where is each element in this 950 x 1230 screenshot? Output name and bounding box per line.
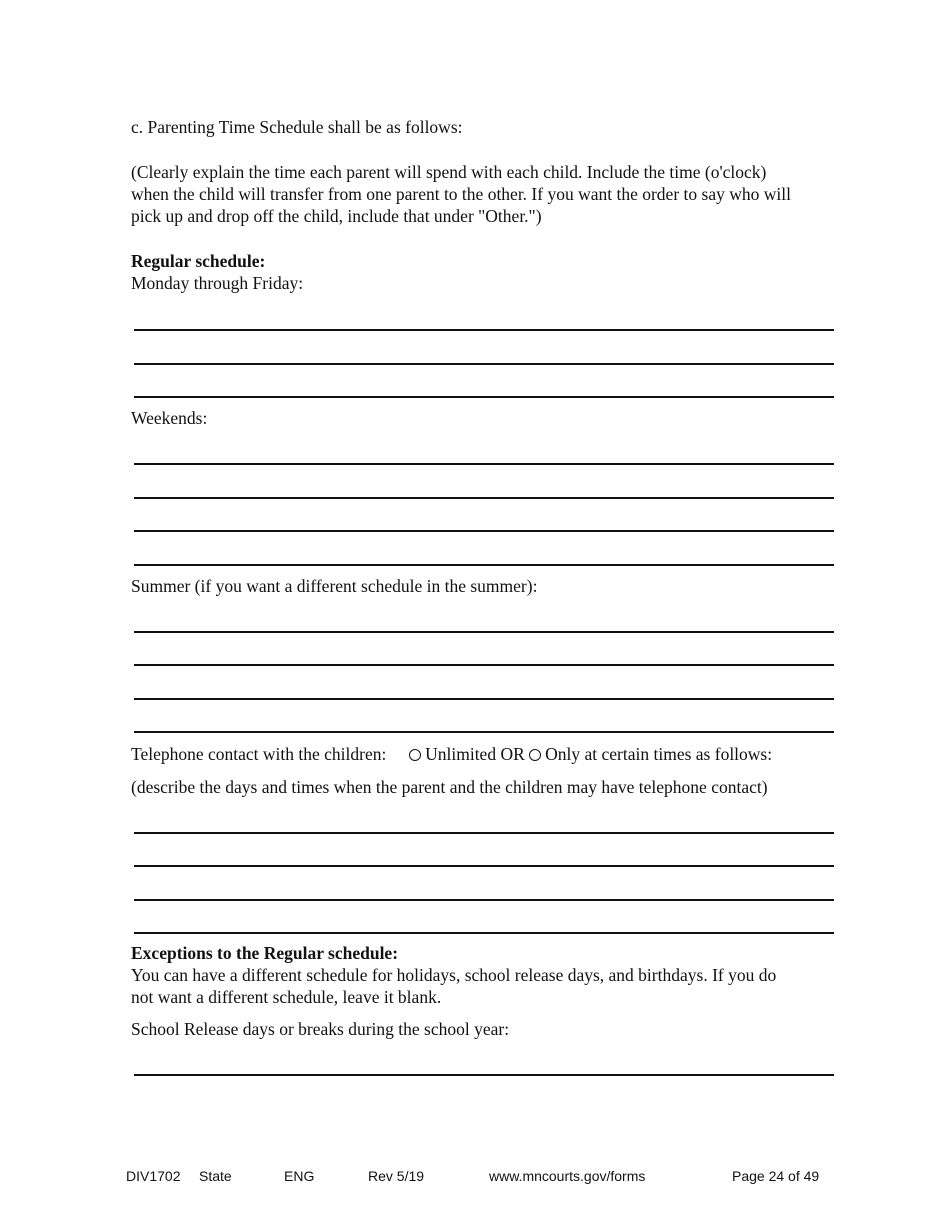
school-release-label: School Release days or breaks during the school year: — [131, 1019, 510, 1039]
footer-url[interactable]: www.mncourts.gov/forms — [489, 1168, 646, 1184]
weekends-line-2[interactable] — [134, 497, 834, 499]
weekdays-label: Monday through Friday: — [131, 273, 304, 293]
summer-line-1[interactable] — [134, 631, 834, 633]
exceptions-heading: Exceptions to the Regular schedule: — [131, 943, 399, 963]
telephone-line-3[interactable] — [134, 899, 834, 901]
weekends-label: Weekends: — [131, 408, 208, 428]
weekdays-line-1[interactable] — [134, 329, 834, 331]
weekends-line-4[interactable] — [134, 564, 834, 566]
radio-unlimited[interactable] — [409, 749, 421, 761]
telephone-certain-times-option[interactable] — [529, 743, 772, 765]
telephone-label: Telephone contact with the children: — [131, 744, 387, 764]
footer-language: ENG — [284, 1168, 315, 1184]
school-release-line-1[interactable] — [134, 1074, 834, 1076]
telephone-certain-times-label: Only at certain times as follows: — [545, 744, 773, 764]
telephone-line-2[interactable] — [134, 865, 834, 867]
telephone-row — [131, 743, 772, 765]
summer-line-2[interactable] — [134, 664, 834, 666]
footer-form-id: DIV1702 — [126, 1168, 181, 1184]
summer-line-3[interactable] — [134, 698, 834, 700]
regular-schedule-heading: Regular schedule: — [131, 251, 266, 271]
summer-line-4[interactable] — [134, 731, 834, 733]
instructions-line-1: (Clearly explain the time each parent will spend with each child. Include the time (o'clock) — [131, 162, 767, 182]
instructions-line-3: pick up and drop off the child, include that under "Other.") — [131, 206, 542, 226]
telephone-line-1[interactable] — [134, 832, 834, 834]
weekdays-line-2[interactable] — [134, 363, 834, 365]
footer-revision: Rev 5/19 — [368, 1168, 425, 1184]
weekdays-line-3[interactable] — [134, 396, 834, 398]
section-heading: c. Parenting Time Schedule shall be as follows: — [131, 117, 463, 137]
exceptions-description-line-2: not want a different schedule, leave it blank. — [131, 987, 442, 1007]
telephone-instructions: (describe the days and times when the parent and the children may have telephone contact) — [131, 777, 768, 797]
exceptions-description-line-1: You can have a different schedule for holidays, school release days, and birthdays. If you do — [131, 965, 777, 985]
weekends-line-3[interactable] — [134, 530, 834, 532]
telephone-unlimited-label: Unlimited OR — [425, 744, 525, 764]
summer-label: Summer (if you want a different schedule in the summer): — [131, 576, 538, 596]
footer-jurisdiction: State — [199, 1168, 232, 1184]
radio-certain-times[interactable] — [529, 749, 541, 761]
weekends-line-1[interactable] — [134, 463, 834, 465]
footer-page-number: Page 24 of 49 — [732, 1168, 820, 1184]
telephone-line-4[interactable] — [134, 932, 834, 934]
instructions-line-2: when the child will transfer from one parent to the other. If you want the order to say who will — [131, 184, 791, 204]
telephone-unlimited-option[interactable] — [409, 743, 525, 765]
